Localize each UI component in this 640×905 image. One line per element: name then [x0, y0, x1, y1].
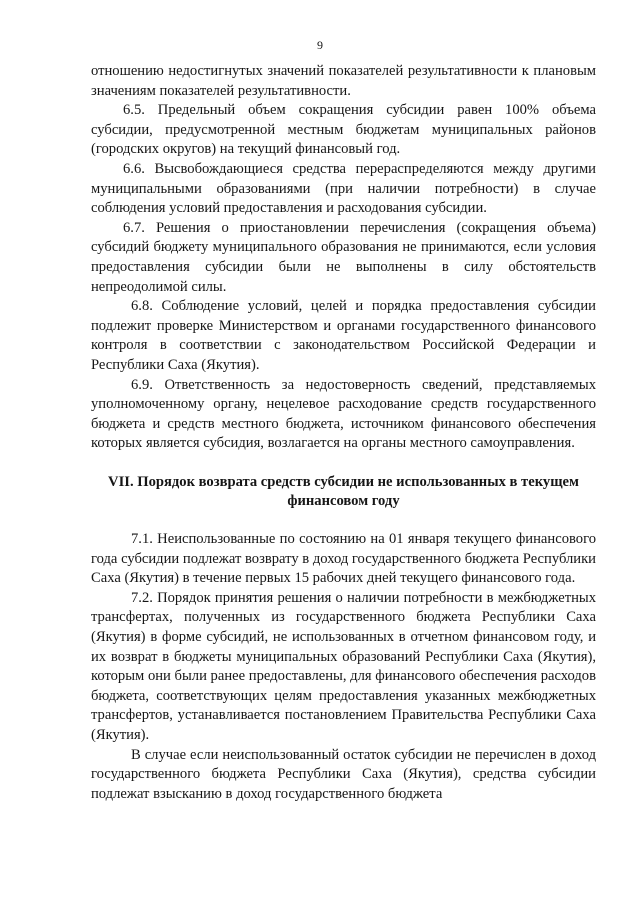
page-number: 9 [317, 38, 323, 52]
paragraph-last: В случае если неиспользованный остаток субсидии не перечислен в доход государственного бюджета Республики Саха (Якутия), средства субсидии подлежат взысканию в доход государственного бюджета [91, 746, 596, 802]
paragraph-6-6: 6.6. Высвобождающиеся средства перераспределяются между другими муниципальными образованиями (при наличии потребности) в случае соблюдения условий предоставления и расходования субсидии. [91, 160, 596, 217]
paragraph-continuation: отношению недостигнутых значений показателей результативности к плановым значениям показателей результативности. [91, 63, 596, 99]
paragraph-6-8: 6.8. Соблюдение условий, целей и порядка предоставления субсидии подлежит проверке Министерством и органами государственного финансового контроля в соответствии с законодательством Российской Федерации и Республики Саха (Якутия). [91, 298, 596, 373]
paragraph-7-2: 7.2. Порядок принятия решения о наличии потребности в межбюджетных трансфертах, полученных из государственного бюджета Республики Саха (Якутия) в форме субсидий, не использованных в отчетном финансовом году, и их возврат в бюджеты муниципальных образований Республики Саха (Якутия), которым они были ранее предоставлены, для финансового обеспечения расходов бюджета, соответствующих целям предоставления указанных межбюджетных трансфертов, устанавливается постановлением Правительства Республики Саха (Якутия). [91, 589, 596, 743]
section-heading: VII. Порядок возврата средств субсидии не использованных в текущем финансовом году [108, 473, 579, 510]
paragraph-7-1: 7.1. Неиспользованные по состоянию на 01 января текущего финансового года субсидии подлежат возврату в доход государственного бюджета Республики Саха (Якутия) в течение первых 15 рабочих дней текущего финансового года. [91, 531, 596, 587]
paragraph-6-7: 6.7. Решения о приостановлении перечисления (сокращения объема) субсидий бюджету муниципального образования не принимаются, если условия предоставления субсидии были не выполнены в силу обстоятельств непреодолимой силы. [91, 219, 596, 295]
paragraph-6-5: 6.5. Предельный объем сокращения субсидии равен 100% объема субсидии, предусмотренной местным бюджетам муниципальных районов (городских округов) на текущий финансовый год. [91, 102, 596, 158]
paragraph-6-9: 6.9. Ответственность за недостоверность сведений, представляемых уполномоченному органу, нецелевое расходование средств государственного бюджета и средств местного бюджета, источником финансового обеспечения которых является субсидия, возлагается на органы местного самоуправления. [91, 376, 596, 452]
document-body [91, 62, 596, 804]
